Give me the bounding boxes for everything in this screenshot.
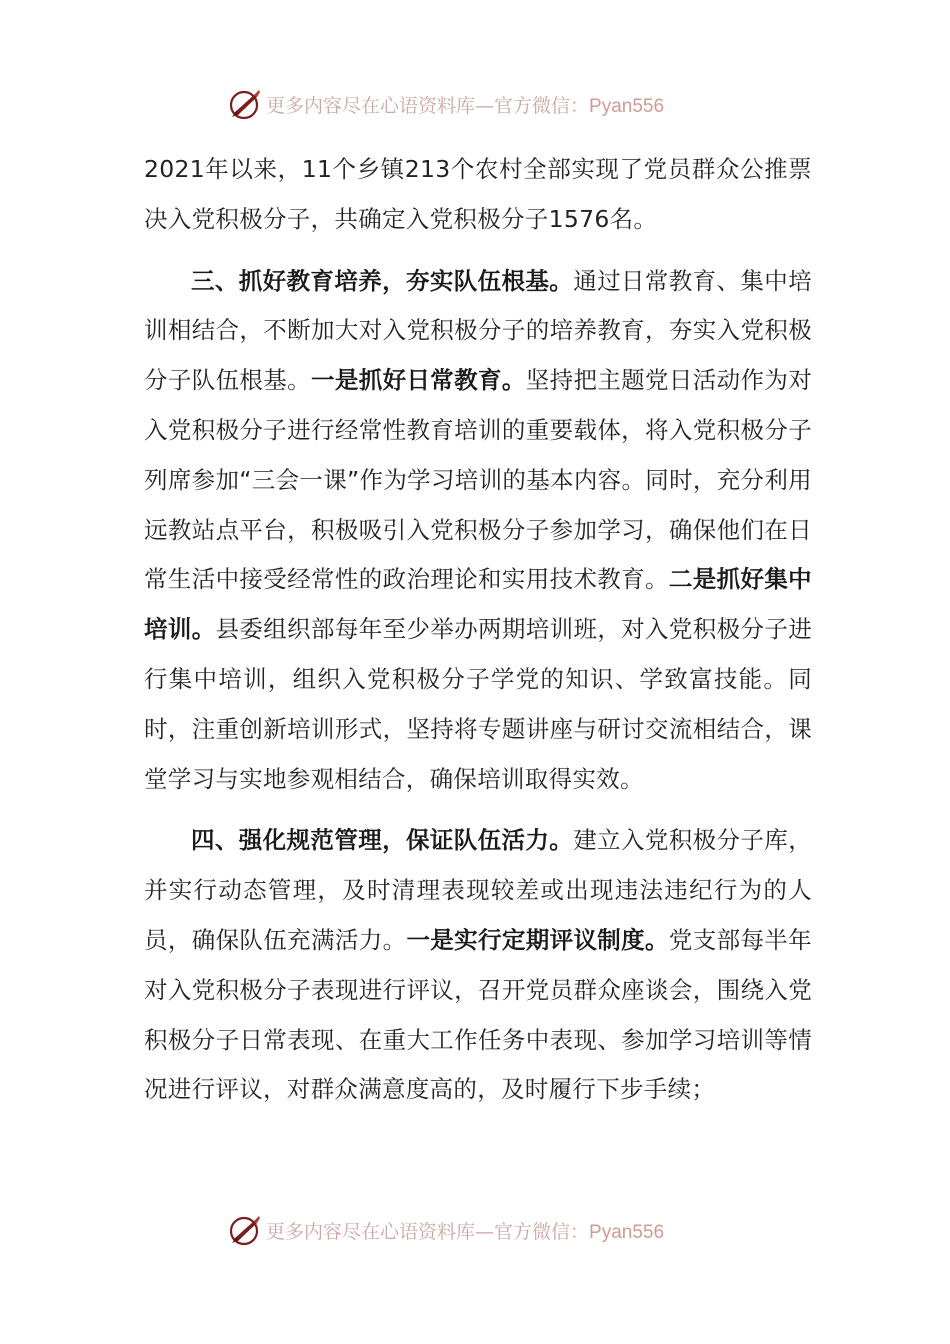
- banner-label: 官方微信：: [494, 1220, 590, 1243]
- document-body: [144, 145, 812, 1115]
- pen-circle-logo-icon: [228, 87, 262, 121]
- section-three-heading: 三、抓好教育培养，夯实队伍根基。: [191, 266, 574, 295]
- banner-separator: —: [475, 94, 495, 117]
- section-four-point-1: 一是实行定期评议制度。: [406, 925, 669, 954]
- paragraph-1: [144, 145, 812, 245]
- section-four-point-1-text: 党支部每半年对入党积极分子表现进行评议，召开党员群众座谈会，围绕入党积极分子日常表现、在重大工作任务中表现、参加学习培训等情况进行评议，对群众满意度高的，及时履行下步手续；: [144, 925, 812, 1104]
- section-three-point-1-text: 坚持把主题党日活动作为对入党积极分子进行经常性教育培训的重要载体，将入党积极分子列席参加“三会一课”作为学习培训的基本内容。同时，充分利用远教站点平台，积极吸引入党积极分子参加学习，确保他们在日常生活中接受经常性的政治理论和实用技术教育。: [144, 366, 812, 594]
- banner-slogan: 更多内容尽在心语资料库: [266, 1220, 476, 1243]
- section-three-point-2: 二是抓好集中培训。: [144, 565, 812, 644]
- section-four-intro: 建立入党积极分子库，并实行动态管理，及时清理表现较差或出现违法违纪行为的人员，确保队伍充满活力。: [144, 826, 812, 954]
- banner-slogan: 更多内容尽在心语资料库: [266, 94, 476, 117]
- paragraph-1-text: 2021年以来，11个乡镇213个农村全部实现了党员群众公推票决入党积极分子，共确定入党积极分子1576名。: [144, 155, 812, 233]
- banner-account: Pyan556: [589, 1221, 665, 1243]
- section-three-point-1: 一是抓好日常教育。: [311, 366, 526, 395]
- section-four-heading: 四、强化规范管理，保证队伍活力。: [191, 826, 574, 855]
- paragraph-3: [144, 816, 812, 1115]
- pen-circle-logo-icon: [228, 1213, 262, 1247]
- footer-banner: [228, 1212, 748, 1248]
- section-three-point-2-text: 县委组织部每年至少举办两期培训班，对入党积极分子进行集中培训，组织入党积极分子学党的知识、学致富技能。同时，注重创新培训形式，坚持将专题讲座与研讨交流相结合，课堂学习与实地参观相结合，确保培训取得实效。: [144, 615, 812, 793]
- section-three-intro: 通过日常教育、集中培训相结合，不断加大对入党积极分子的培养教育，夯实入党积极分子队伍根基。: [144, 266, 812, 395]
- header-banner: [228, 86, 748, 122]
- paragraph-2: [144, 257, 812, 805]
- banner-separator: —: [475, 1220, 495, 1243]
- banner-account: Pyan556: [589, 95, 665, 117]
- header-banner-text: [266, 91, 664, 118]
- footer-banner-text: [266, 1217, 664, 1244]
- banner-label: 官方微信：: [494, 94, 590, 117]
